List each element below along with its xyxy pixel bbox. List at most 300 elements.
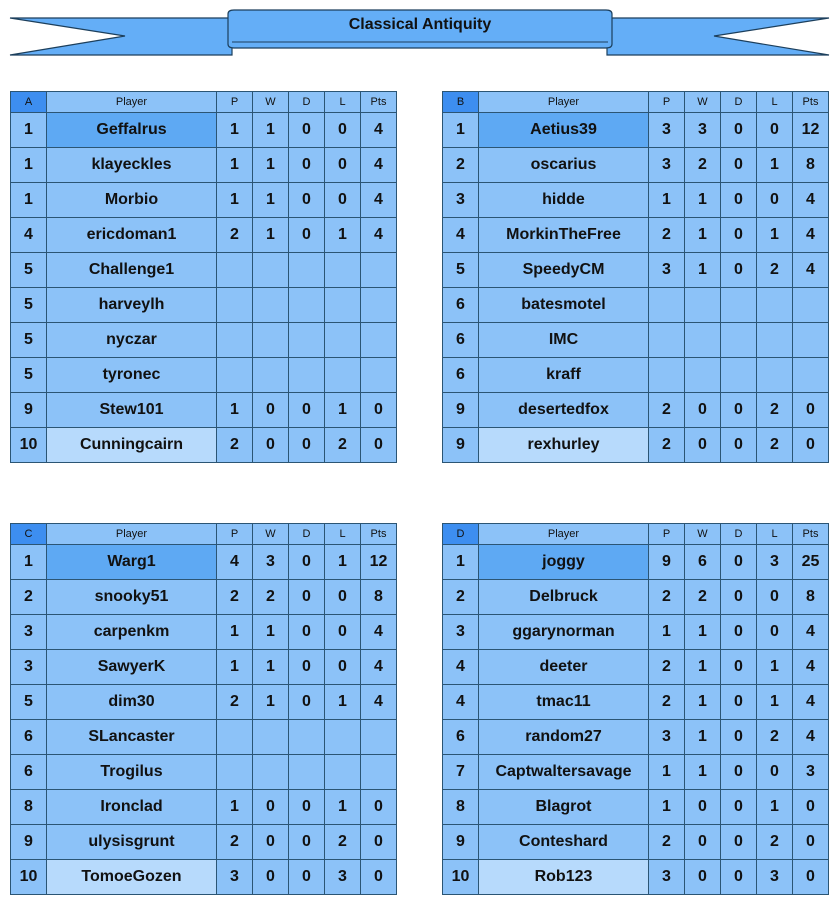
points-cell: 4 bbox=[793, 183, 829, 218]
drawn-cell bbox=[289, 253, 325, 288]
won-cell: 1 bbox=[253, 183, 289, 218]
lost-cell: 3 bbox=[757, 545, 793, 580]
played-cell: 2 bbox=[649, 428, 685, 463]
rank-cell: 6 bbox=[443, 358, 479, 393]
drawn-cell: 0 bbox=[289, 428, 325, 463]
table-row bbox=[11, 650, 397, 685]
played-cell: 2 bbox=[649, 580, 685, 615]
drawn-cell: 0 bbox=[289, 650, 325, 685]
points-cell bbox=[361, 253, 397, 288]
player-header: Player bbox=[47, 92, 217, 113]
drawn-cell: 0 bbox=[289, 825, 325, 860]
lost-cell: 0 bbox=[325, 183, 361, 218]
drawn-cell: 0 bbox=[289, 393, 325, 428]
lost-cell: 0 bbox=[325, 148, 361, 183]
lost-cell: 0 bbox=[757, 183, 793, 218]
table-row bbox=[11, 545, 397, 580]
points-header: Pts bbox=[361, 524, 397, 545]
player-name: oscarius bbox=[479, 148, 649, 183]
points-cell bbox=[793, 323, 829, 358]
points-cell bbox=[793, 288, 829, 323]
lost-cell bbox=[325, 720, 361, 755]
points-cell: 4 bbox=[361, 650, 397, 685]
points-cell bbox=[361, 323, 397, 358]
rank-cell: 10 bbox=[11, 860, 47, 895]
won-cell: 1 bbox=[253, 685, 289, 720]
points-header: Pts bbox=[793, 524, 829, 545]
won-cell: 1 bbox=[253, 650, 289, 685]
player-name: Trogilus bbox=[47, 755, 217, 790]
player-name: tyronec bbox=[47, 358, 217, 393]
lost-cell: 0 bbox=[325, 615, 361, 650]
won-cell bbox=[253, 755, 289, 790]
rank-cell: 1 bbox=[443, 113, 479, 148]
lost-cell: 0 bbox=[325, 580, 361, 615]
lost-cell: 2 bbox=[757, 825, 793, 860]
points-cell: 8 bbox=[361, 580, 397, 615]
table-row bbox=[11, 720, 397, 755]
drawn-cell: 0 bbox=[721, 650, 757, 685]
drawn-cell: 0 bbox=[721, 615, 757, 650]
played-cell: 2 bbox=[649, 393, 685, 428]
rank-cell: 6 bbox=[11, 720, 47, 755]
points-cell bbox=[361, 288, 397, 323]
player-name: desertedfox bbox=[479, 393, 649, 428]
played-cell: 2 bbox=[217, 580, 253, 615]
rank-cell: 3 bbox=[11, 615, 47, 650]
lost-cell: 2 bbox=[757, 253, 793, 288]
table-header-row bbox=[11, 92, 397, 113]
group-label: C bbox=[11, 524, 47, 545]
played-cell: 2 bbox=[649, 218, 685, 253]
points-cell: 4 bbox=[361, 615, 397, 650]
played-cell bbox=[217, 288, 253, 323]
rank-cell: 4 bbox=[11, 218, 47, 253]
lost-cell: 0 bbox=[757, 113, 793, 148]
played-cell: 1 bbox=[649, 790, 685, 825]
player-name: SawyerK bbox=[47, 650, 217, 685]
group-d-table bbox=[442, 523, 829, 895]
won-cell: 1 bbox=[685, 253, 721, 288]
rank-cell: 10 bbox=[443, 860, 479, 895]
lost-header: L bbox=[325, 524, 361, 545]
played-cell: 2 bbox=[217, 685, 253, 720]
table-row bbox=[11, 253, 397, 288]
drawn-cell bbox=[721, 288, 757, 323]
table-row bbox=[443, 428, 829, 463]
table-row bbox=[443, 393, 829, 428]
won-cell: 1 bbox=[685, 615, 721, 650]
rank-cell: 1 bbox=[11, 148, 47, 183]
played-cell: 3 bbox=[649, 113, 685, 148]
table-row bbox=[11, 580, 397, 615]
drawn-cell: 0 bbox=[721, 545, 757, 580]
rank-cell: 1 bbox=[11, 113, 47, 148]
group-label: B bbox=[443, 92, 479, 113]
played-cell: 2 bbox=[649, 825, 685, 860]
lost-cell bbox=[325, 323, 361, 358]
table-row bbox=[11, 825, 397, 860]
won-cell: 1 bbox=[253, 218, 289, 253]
won-cell: 1 bbox=[685, 720, 721, 755]
drawn-cell: 0 bbox=[721, 148, 757, 183]
table-row bbox=[11, 755, 397, 790]
drawn-cell bbox=[721, 358, 757, 393]
played-cell: 3 bbox=[649, 148, 685, 183]
played-cell: 3 bbox=[649, 860, 685, 895]
points-cell: 4 bbox=[361, 183, 397, 218]
won-cell: 0 bbox=[253, 860, 289, 895]
points-cell: 0 bbox=[793, 428, 829, 463]
rank-cell: 5 bbox=[11, 323, 47, 358]
lost-cell: 1 bbox=[757, 218, 793, 253]
points-cell bbox=[793, 358, 829, 393]
points-cell: 0 bbox=[361, 825, 397, 860]
drawn-cell: 0 bbox=[289, 545, 325, 580]
rank-cell: 1 bbox=[443, 545, 479, 580]
points-cell: 4 bbox=[793, 685, 829, 720]
lost-cell: 1 bbox=[325, 685, 361, 720]
lost-cell: 1 bbox=[757, 148, 793, 183]
table-row bbox=[443, 323, 829, 358]
won-cell: 6 bbox=[685, 545, 721, 580]
lost-cell bbox=[757, 323, 793, 358]
table-header-row bbox=[443, 92, 829, 113]
won-header: W bbox=[685, 92, 721, 113]
drawn-cell: 0 bbox=[289, 183, 325, 218]
rank-cell: 4 bbox=[443, 218, 479, 253]
points-cell: 4 bbox=[361, 218, 397, 253]
table-row bbox=[443, 148, 829, 183]
table-row bbox=[443, 218, 829, 253]
points-cell bbox=[361, 755, 397, 790]
table-row bbox=[443, 790, 829, 825]
drawn-cell: 0 bbox=[721, 755, 757, 790]
table-row bbox=[443, 288, 829, 323]
played-cell bbox=[217, 720, 253, 755]
table-row bbox=[11, 323, 397, 358]
table-row bbox=[11, 428, 397, 463]
played-cell: 1 bbox=[217, 113, 253, 148]
table-row bbox=[443, 183, 829, 218]
player-name: Morbio bbox=[47, 183, 217, 218]
group-label: D bbox=[443, 524, 479, 545]
rank-cell: 3 bbox=[443, 615, 479, 650]
points-cell: 0 bbox=[361, 790, 397, 825]
lost-cell bbox=[325, 755, 361, 790]
drawn-header: D bbox=[289, 92, 325, 113]
drawn-cell: 0 bbox=[289, 218, 325, 253]
table-row bbox=[11, 288, 397, 323]
lost-cell: 0 bbox=[757, 755, 793, 790]
player-name: Warg1 bbox=[47, 545, 217, 580]
won-cell bbox=[685, 323, 721, 358]
played-cell: 3 bbox=[217, 860, 253, 895]
player-name: snooky51 bbox=[47, 580, 217, 615]
lost-cell: 0 bbox=[757, 615, 793, 650]
lost-cell bbox=[325, 288, 361, 323]
played-cell: 1 bbox=[217, 650, 253, 685]
drawn-cell bbox=[289, 323, 325, 358]
lost-cell: 2 bbox=[757, 393, 793, 428]
table-row bbox=[11, 218, 397, 253]
player-name: klayeckles bbox=[47, 148, 217, 183]
played-cell: 3 bbox=[649, 253, 685, 288]
won-cell: 0 bbox=[685, 428, 721, 463]
player-name: Stew101 bbox=[47, 393, 217, 428]
drawn-cell: 0 bbox=[721, 393, 757, 428]
drawn-cell: 0 bbox=[721, 428, 757, 463]
rank-cell: 8 bbox=[443, 790, 479, 825]
won-cell: 1 bbox=[685, 685, 721, 720]
played-header: P bbox=[649, 92, 685, 113]
table-row bbox=[11, 183, 397, 218]
rank-cell: 4 bbox=[443, 650, 479, 685]
points-cell: 4 bbox=[793, 720, 829, 755]
points-cell: 12 bbox=[361, 545, 397, 580]
won-cell bbox=[253, 720, 289, 755]
table-row bbox=[443, 720, 829, 755]
won-cell: 0 bbox=[253, 393, 289, 428]
rank-cell: 5 bbox=[11, 358, 47, 393]
lost-cell: 1 bbox=[757, 685, 793, 720]
drawn-cell: 0 bbox=[721, 253, 757, 288]
points-cell: 8 bbox=[793, 148, 829, 183]
lost-cell bbox=[757, 358, 793, 393]
points-cell: 12 bbox=[793, 113, 829, 148]
table-row bbox=[443, 825, 829, 860]
points-cell: 0 bbox=[793, 825, 829, 860]
played-cell: 2 bbox=[217, 825, 253, 860]
played-cell: 2 bbox=[649, 685, 685, 720]
drawn-cell: 0 bbox=[289, 860, 325, 895]
rank-cell: 2 bbox=[443, 580, 479, 615]
drawn-cell: 0 bbox=[289, 685, 325, 720]
player-name: batesmotel bbox=[479, 288, 649, 323]
lost-cell bbox=[325, 253, 361, 288]
won-header: W bbox=[253, 92, 289, 113]
rank-cell: 5 bbox=[11, 253, 47, 288]
won-cell: 0 bbox=[685, 860, 721, 895]
drawn-cell bbox=[721, 323, 757, 358]
won-cell: 0 bbox=[253, 825, 289, 860]
drawn-cell: 0 bbox=[721, 790, 757, 825]
lost-cell bbox=[757, 288, 793, 323]
rank-cell: 3 bbox=[11, 650, 47, 685]
group-b-table bbox=[442, 91, 829, 463]
drawn-cell bbox=[289, 288, 325, 323]
drawn-cell: 0 bbox=[289, 580, 325, 615]
played-cell bbox=[649, 358, 685, 393]
lost-cell: 1 bbox=[325, 218, 361, 253]
played-header: P bbox=[217, 524, 253, 545]
player-name: deeter bbox=[479, 650, 649, 685]
played-cell: 1 bbox=[217, 790, 253, 825]
lost-cell: 2 bbox=[325, 825, 361, 860]
won-cell bbox=[253, 358, 289, 393]
player-name: Challenge1 bbox=[47, 253, 217, 288]
played-cell: 3 bbox=[649, 720, 685, 755]
table-row bbox=[11, 393, 397, 428]
points-cell bbox=[361, 720, 397, 755]
rank-cell: 6 bbox=[11, 755, 47, 790]
points-cell: 4 bbox=[793, 615, 829, 650]
won-cell: 0 bbox=[685, 393, 721, 428]
player-name: IMC bbox=[479, 323, 649, 358]
points-cell: 3 bbox=[793, 755, 829, 790]
played-cell: 1 bbox=[217, 615, 253, 650]
drawn-header: D bbox=[721, 92, 757, 113]
group-a-table bbox=[10, 91, 397, 463]
player-name: hidde bbox=[479, 183, 649, 218]
rank-cell: 5 bbox=[11, 288, 47, 323]
drawn-cell: 0 bbox=[721, 685, 757, 720]
lost-cell: 0 bbox=[757, 580, 793, 615]
points-cell: 0 bbox=[793, 860, 829, 895]
played-cell bbox=[649, 288, 685, 323]
played-cell: 1 bbox=[217, 148, 253, 183]
points-cell: 0 bbox=[361, 393, 397, 428]
rank-cell: 2 bbox=[443, 148, 479, 183]
player-name: random27 bbox=[479, 720, 649, 755]
drawn-cell: 0 bbox=[721, 218, 757, 253]
played-cell: 1 bbox=[217, 183, 253, 218]
lost-cell: 1 bbox=[757, 790, 793, 825]
title-banner bbox=[0, 0, 839, 60]
drawn-cell: 0 bbox=[289, 113, 325, 148]
banner-title: Classical Antiquity bbox=[348, 16, 492, 33]
won-cell: 2 bbox=[253, 580, 289, 615]
won-cell: 1 bbox=[685, 650, 721, 685]
drawn-cell bbox=[289, 358, 325, 393]
player-name: Delbruck bbox=[479, 580, 649, 615]
player-name: harveylh bbox=[47, 288, 217, 323]
rank-cell: 9 bbox=[11, 393, 47, 428]
played-cell: 9 bbox=[649, 545, 685, 580]
drawn-header: D bbox=[721, 524, 757, 545]
table-row bbox=[11, 615, 397, 650]
player-name: carpenkm bbox=[47, 615, 217, 650]
played-cell bbox=[649, 323, 685, 358]
player-name: TomoeGozen bbox=[47, 860, 217, 895]
rank-cell: 4 bbox=[443, 685, 479, 720]
player-name: MorkinTheFree bbox=[479, 218, 649, 253]
won-cell: 1 bbox=[685, 218, 721, 253]
won-cell bbox=[253, 323, 289, 358]
played-cell: 2 bbox=[217, 218, 253, 253]
player-name: tmac11 bbox=[479, 685, 649, 720]
lost-cell: 2 bbox=[757, 428, 793, 463]
table-row bbox=[443, 685, 829, 720]
won-cell: 1 bbox=[685, 183, 721, 218]
drawn-cell: 0 bbox=[721, 580, 757, 615]
lost-cell: 1 bbox=[325, 393, 361, 428]
player-header: Player bbox=[479, 92, 649, 113]
points-cell: 0 bbox=[793, 393, 829, 428]
played-cell bbox=[217, 358, 253, 393]
table-row bbox=[11, 685, 397, 720]
drawn-cell: 0 bbox=[289, 790, 325, 825]
player-name: Ironclad bbox=[47, 790, 217, 825]
group-label: A bbox=[11, 92, 47, 113]
lost-cell: 0 bbox=[325, 113, 361, 148]
lost-cell: 1 bbox=[757, 650, 793, 685]
won-cell: 3 bbox=[685, 113, 721, 148]
table-row bbox=[11, 148, 397, 183]
points-cell: 4 bbox=[793, 650, 829, 685]
player-name: ulysisgrunt bbox=[47, 825, 217, 860]
lost-cell: 0 bbox=[325, 650, 361, 685]
table-row bbox=[443, 615, 829, 650]
played-header: P bbox=[217, 92, 253, 113]
table-row bbox=[443, 860, 829, 895]
won-cell: 1 bbox=[685, 755, 721, 790]
player-name: kraff bbox=[479, 358, 649, 393]
won-cell: 0 bbox=[253, 428, 289, 463]
rank-cell: 1 bbox=[11, 183, 47, 218]
rank-cell: 10 bbox=[11, 428, 47, 463]
won-cell bbox=[253, 253, 289, 288]
player-name: ggarynorman bbox=[479, 615, 649, 650]
points-cell: 4 bbox=[793, 218, 829, 253]
lost-cell: 2 bbox=[757, 720, 793, 755]
played-cell: 1 bbox=[217, 393, 253, 428]
drawn-cell: 0 bbox=[721, 720, 757, 755]
won-cell: 1 bbox=[253, 113, 289, 148]
player-name: SpeedyCM bbox=[479, 253, 649, 288]
player-header: Player bbox=[47, 524, 217, 545]
table-row bbox=[11, 113, 397, 148]
played-cell bbox=[217, 323, 253, 358]
points-header: Pts bbox=[793, 92, 829, 113]
rank-cell: 9 bbox=[443, 393, 479, 428]
player-name: dim30 bbox=[47, 685, 217, 720]
lost-cell: 3 bbox=[757, 860, 793, 895]
drawn-cell: 0 bbox=[289, 148, 325, 183]
lost-cell: 1 bbox=[325, 545, 361, 580]
won-cell: 2 bbox=[685, 580, 721, 615]
player-name: ericdoman1 bbox=[47, 218, 217, 253]
drawn-cell bbox=[289, 720, 325, 755]
group-c-table bbox=[10, 523, 397, 895]
lost-header: L bbox=[757, 92, 793, 113]
player-name: SLancaster bbox=[47, 720, 217, 755]
points-cell: 4 bbox=[793, 253, 829, 288]
won-cell bbox=[685, 288, 721, 323]
drawn-cell: 0 bbox=[721, 825, 757, 860]
points-cell: 0 bbox=[361, 860, 397, 895]
drawn-cell: 0 bbox=[289, 615, 325, 650]
player-name: Aetius39 bbox=[479, 113, 649, 148]
table-row bbox=[443, 358, 829, 393]
rank-cell: 9 bbox=[11, 825, 47, 860]
drawn-header: D bbox=[289, 524, 325, 545]
played-cell: 2 bbox=[649, 650, 685, 685]
player-name: Rob123 bbox=[479, 860, 649, 895]
won-cell bbox=[685, 358, 721, 393]
lost-cell: 1 bbox=[325, 790, 361, 825]
played-cell: 2 bbox=[217, 428, 253, 463]
won-header: W bbox=[253, 524, 289, 545]
table-row bbox=[443, 253, 829, 288]
played-cell bbox=[217, 253, 253, 288]
table-row bbox=[11, 860, 397, 895]
won-cell: 0 bbox=[253, 790, 289, 825]
won-cell: 0 bbox=[685, 825, 721, 860]
rank-cell: 9 bbox=[443, 428, 479, 463]
points-header: Pts bbox=[361, 92, 397, 113]
rank-cell: 7 bbox=[443, 755, 479, 790]
